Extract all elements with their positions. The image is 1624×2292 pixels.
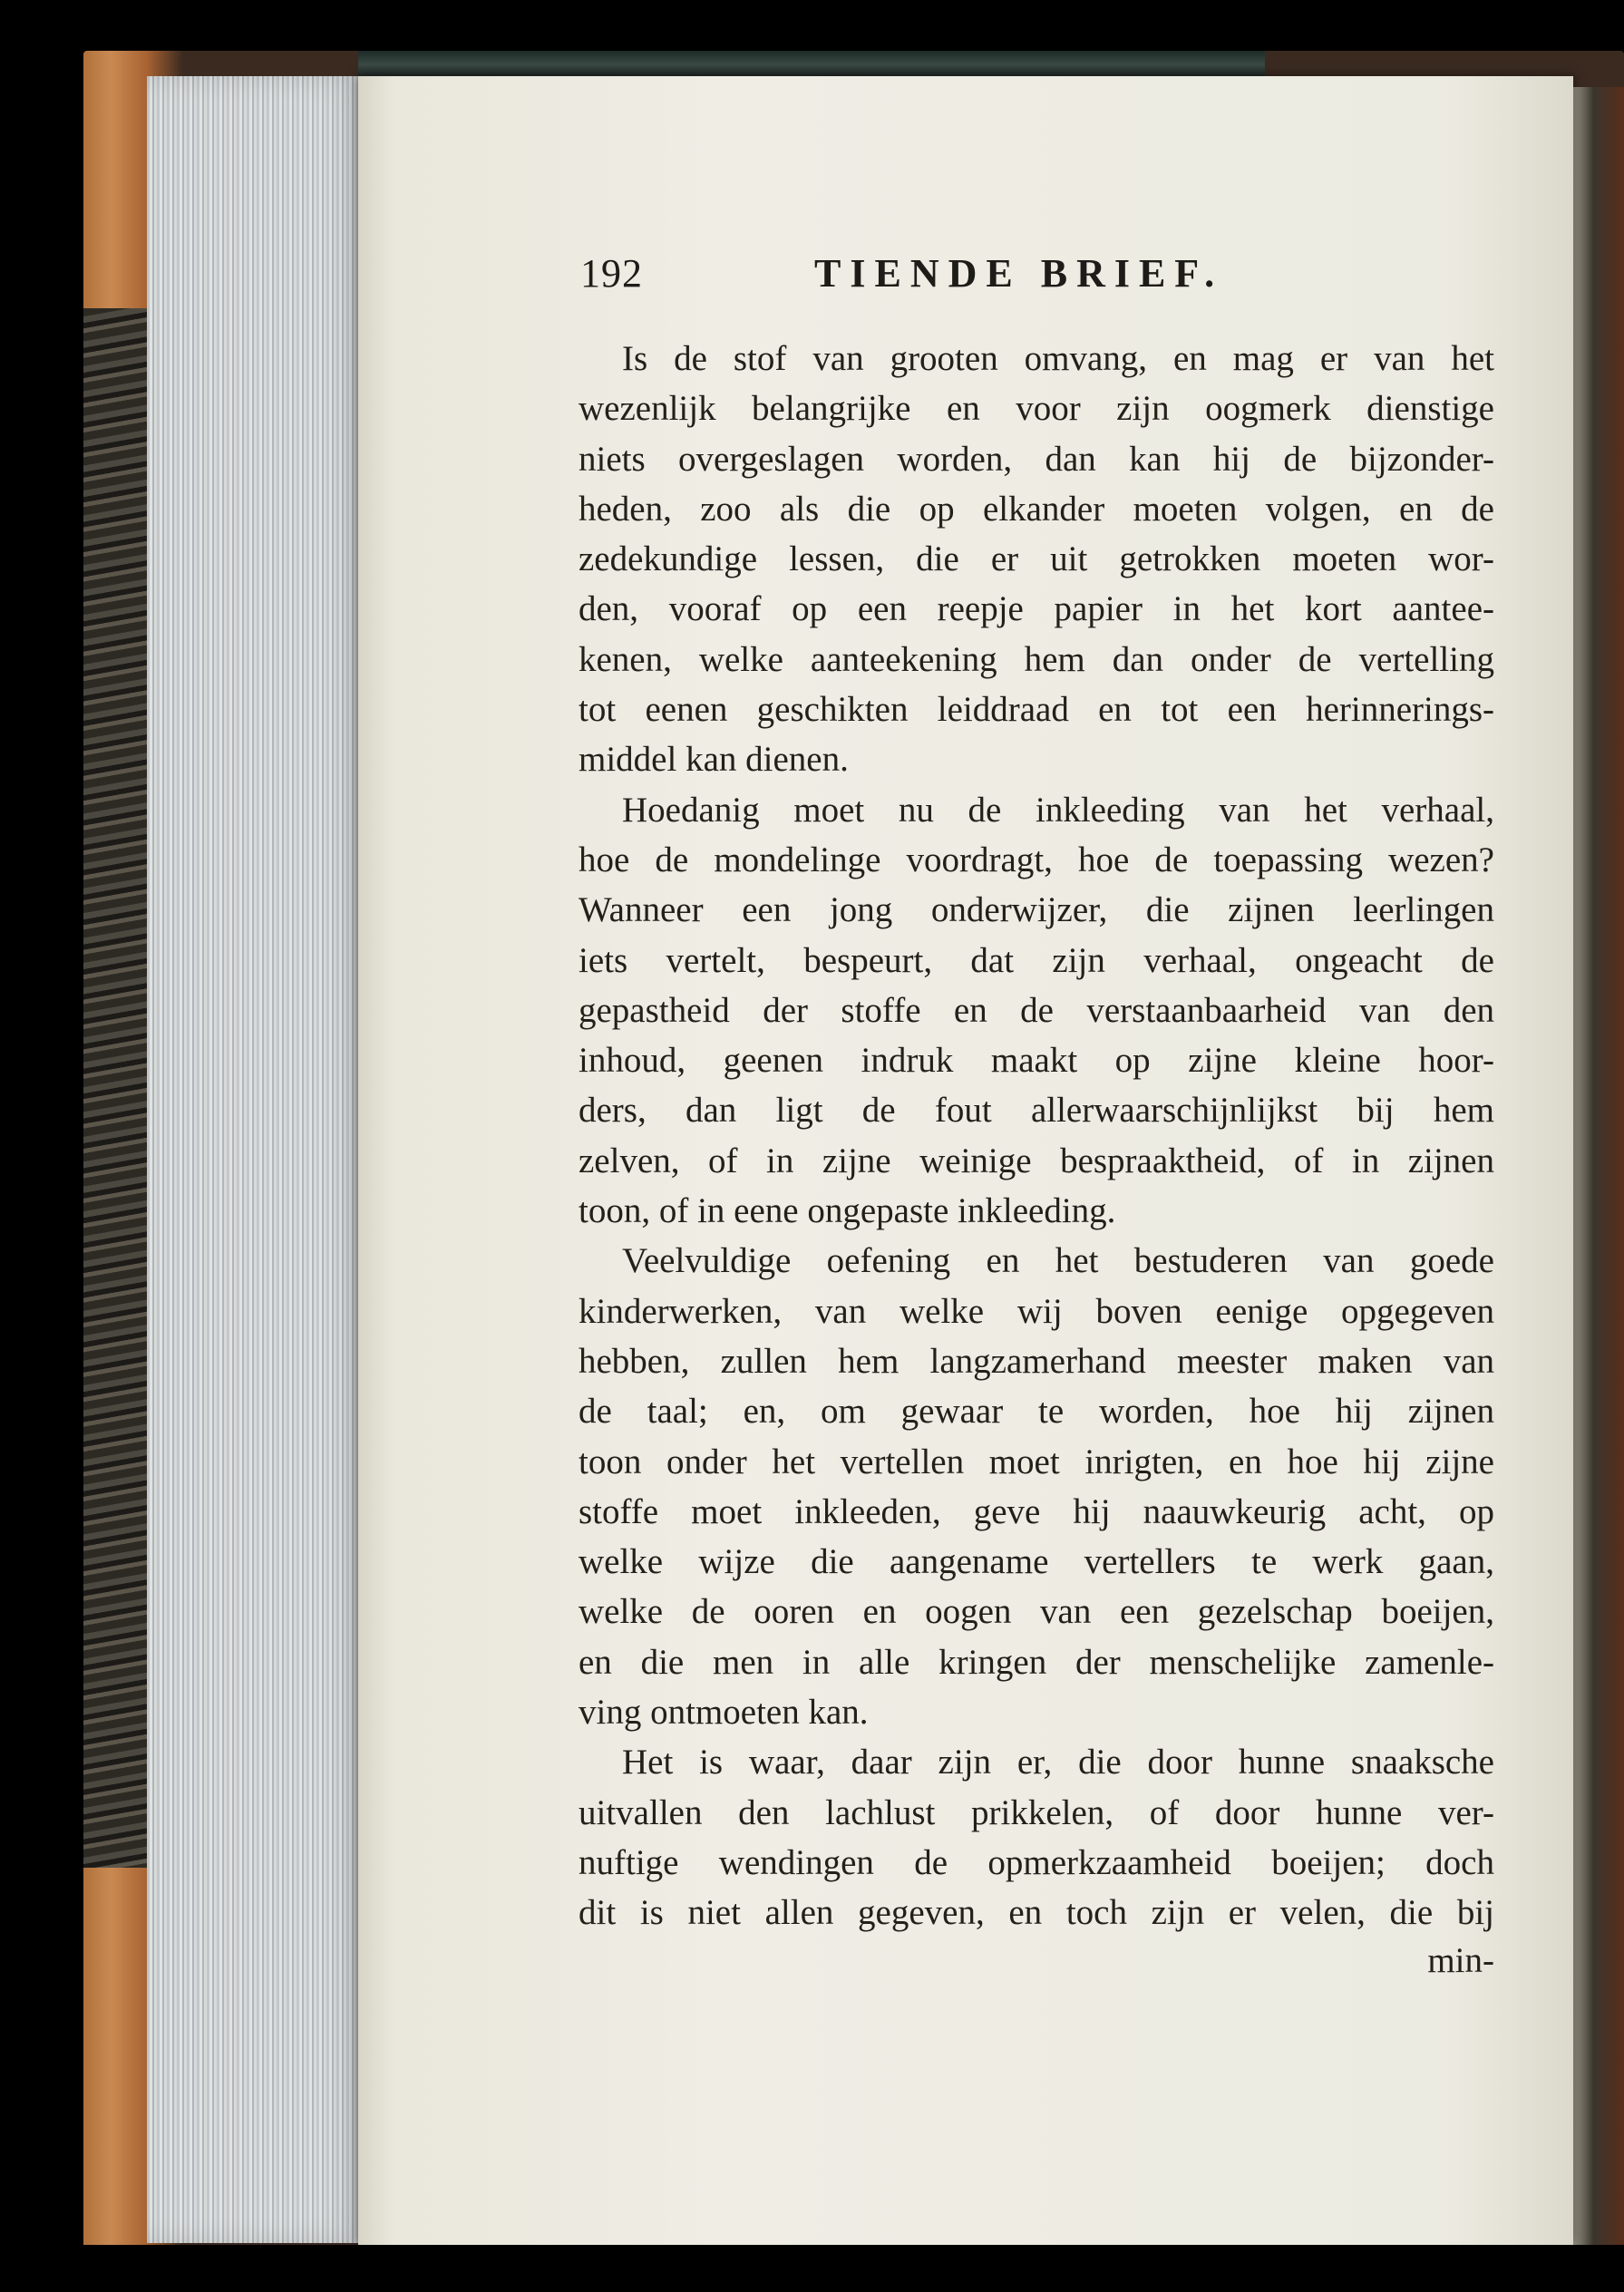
facing-page-edge (1573, 87, 1624, 2245)
text-line: ders, dan ligt de fout allerwaarschijnlijkst bij hem (579, 1091, 1494, 1131)
text-line: wezenlijk belangrijke en voor zijn oogmerk dienstige (579, 389, 1494, 429)
text-line: toon onder het vertellen moet inrigten, en hoe hij zijne (579, 1442, 1494, 1481)
text-line: welke wijze die aangename vertellers te werk gaan, (579, 1542, 1494, 1582)
text-line: dit is niet allen gegeven, en toch zijn er velen, die bij (579, 1893, 1494, 1933)
text-line: niets overgeslagen worden, dan kan hij de bijzonder- (579, 439, 1494, 479)
text-line: gepastheid der stoffe en de verstaanbaarheid van den (579, 990, 1494, 1030)
text-line: uitvallen den lachlust prikkelen, of door hunne ver- (579, 1792, 1494, 1832)
text-line: Wanneer een jong onderwijzer, die zijnen leerlingen (579, 890, 1494, 930)
text-line: nuftige wendingen de opmerkzaamheid boeijen; doch (579, 1842, 1494, 1882)
text-line: inhoud, geenen indruk maakt op zijne kleine hoor- (579, 1041, 1494, 1081)
text-line: middel kan dienen. (579, 740, 849, 780)
text-line: Veelvuldige oefening en het bestuderen van goede (622, 1241, 1494, 1281)
book-headband (358, 51, 1265, 78)
text-line: toon, of in eene ongepaste inkleeding. (579, 1191, 1116, 1231)
text-line: hoe de mondelinge voordragt, hoe de toepassing wezen? (579, 840, 1494, 879)
text-line: stoffe moet inkleeden, geve hij naauwkeurig acht, op (579, 1491, 1494, 1531)
text-line: Hoedanig moet nu de inkleeding van het verhaal, (622, 790, 1494, 830)
text-line: zedekundige lessen, die er uit getrokken moeten wor- (579, 539, 1494, 579)
text-line: welke de ooren en oogen van een gezelschap boeijen, (579, 1592, 1494, 1632)
text-line: hebben, zullen hem langzamerhand meester maken van (579, 1341, 1494, 1381)
body-text (579, 334, 1494, 1938)
text-line: en die men in alle kringen der menschelijke zamenle- (579, 1642, 1494, 1682)
text-line: heden, zoo als die op elkander moeten volgen, en de (579, 489, 1494, 529)
text-line: den, vooraf op een reepje papier in het kort aantee- (579, 589, 1494, 629)
text-line: tot eenen geschikten leiddraad en tot een herinnerings- (579, 690, 1494, 730)
scan-background-bottom (0, 2245, 1624, 2292)
text-line: iets vertelt, bespeurt, dat zijn verhaal, ongeacht de (579, 940, 1494, 980)
text-line: Is de stof van grooten omvang, en mag er van het (622, 339, 1494, 378)
text-line: ving ontmoeten kan. (579, 1693, 869, 1733)
page-edges (147, 76, 365, 2243)
running-title: TIENDE BRIEF. (814, 251, 1224, 296)
page-header (580, 243, 1496, 306)
text-line: de taal; en, om gewaar te worden, hoe hij zijnen (579, 1392, 1494, 1432)
marbled-spine (83, 308, 147, 1868)
text-line: Het is waar, daar zijn er, die door hunne snaaksche (622, 1743, 1494, 1782)
catchword: min- (1427, 1941, 1494, 1980)
scan-background-top (0, 0, 1624, 54)
text-line: kenen, welke aanteekening hem dan onder de vertelling (579, 639, 1494, 679)
page-number: 192 (580, 251, 643, 296)
text-line: kinderwerken, van welke wij boven eenige opgegeven (579, 1291, 1494, 1331)
text-line: zelven, of in zijne weinige bespraaktheid, of in zijnen (579, 1141, 1494, 1180)
